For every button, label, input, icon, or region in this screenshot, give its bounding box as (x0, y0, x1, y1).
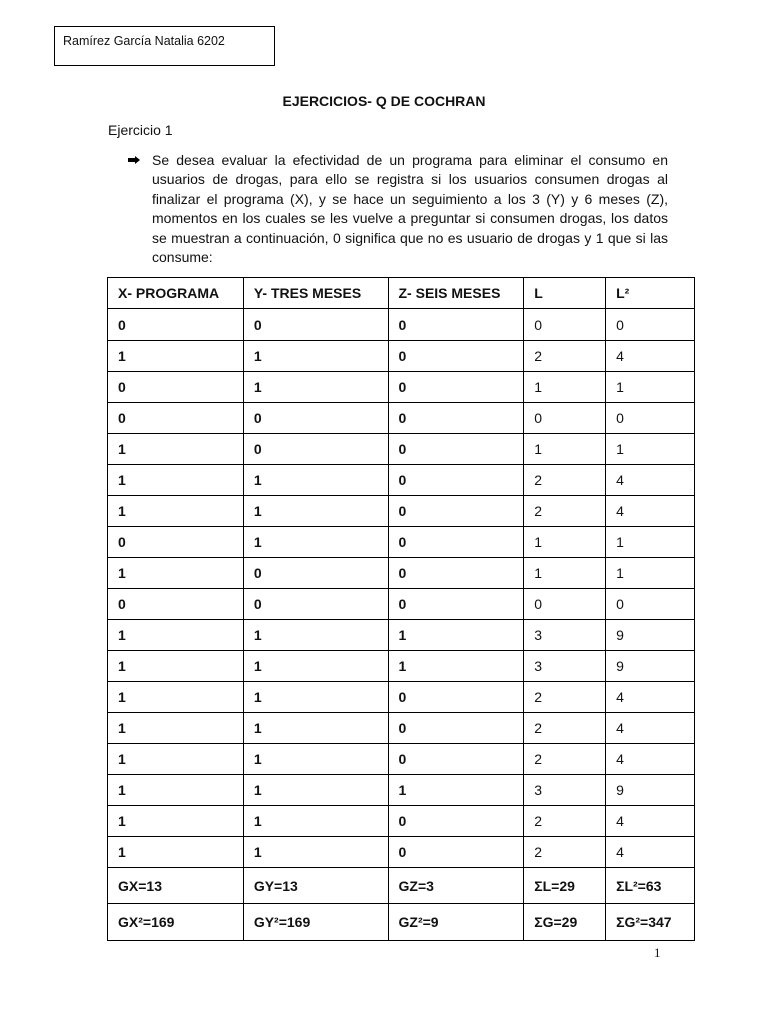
student-name-box: Ramírez García Natalia 6202 (54, 26, 275, 66)
table-header-row (108, 278, 695, 309)
table-row (108, 558, 695, 589)
table-cell: 0 (108, 309, 244, 341)
table-cell: 1 (108, 713, 244, 744)
table-cell: 3 (524, 775, 606, 806)
table-cell: 1 (243, 775, 388, 806)
table-cell: 0 (388, 837, 524, 868)
table-cell: 0 (243, 589, 388, 620)
sum-cell: GX=13 (108, 868, 244, 904)
table-cell: 1 (606, 527, 695, 558)
header-x-programa: X- PROGRAMA (108, 278, 244, 309)
table-cell: 1 (606, 372, 695, 403)
table-cell: 1 (243, 837, 388, 868)
table-row (108, 434, 695, 465)
table-cell: 2 (524, 713, 606, 744)
table-row (108, 744, 695, 775)
table-row (108, 309, 695, 341)
table-cell: 1 (243, 372, 388, 403)
table-cell: 1 (108, 682, 244, 713)
sum-cell: GZ=3 (388, 868, 524, 904)
table-cell: 0 (108, 527, 244, 558)
table-row (108, 837, 695, 868)
table-cell: 1 (243, 806, 388, 837)
table-cell: 0 (388, 341, 524, 372)
table-cell: 4 (606, 682, 695, 713)
header-z-seis-meses: Z- SEIS MESES (388, 278, 524, 309)
square-cell: GZ²=9 (388, 904, 524, 941)
sums-row (108, 868, 695, 904)
table-cell: 1 (108, 341, 244, 372)
table-cell: 4 (606, 496, 695, 527)
table-body (108, 309, 695, 868)
table-cell: 1 (108, 558, 244, 589)
table-cell: 0 (524, 589, 606, 620)
table-cell: 1 (108, 496, 244, 527)
table-cell: 0 (388, 713, 524, 744)
table-row (108, 465, 695, 496)
table-row (108, 775, 695, 806)
document-title: EJERCICIOS- Q DE COCHRAN (282, 93, 486, 109)
table-cell: 0 (108, 589, 244, 620)
table-cell: 0 (108, 372, 244, 403)
square-cell: ΣG=29 (524, 904, 606, 941)
table-cell: 1 (388, 651, 524, 682)
table-cell: 2 (524, 682, 606, 713)
table-cell: 4 (606, 465, 695, 496)
table-cell: 1 (524, 558, 606, 589)
table-cell: 1 (108, 434, 244, 465)
table-cell: 2 (524, 806, 606, 837)
table-cell: 1 (524, 527, 606, 558)
square-cell: GY²=169 (243, 904, 388, 941)
table-cell: 0 (388, 403, 524, 434)
table-cell: 2 (524, 465, 606, 496)
table-cell: 1 (524, 434, 606, 465)
sum-cell: ΣL²=63 (606, 868, 695, 904)
table-cell: 0 (388, 682, 524, 713)
exercise-statement (128, 151, 668, 267)
table-cell: 1 (243, 496, 388, 527)
table-cell: 0 (388, 806, 524, 837)
table-row (108, 682, 695, 713)
table-row (108, 403, 695, 434)
exercise-heading: Ejercicio 1 (108, 122, 173, 138)
table-cell: 0 (388, 372, 524, 403)
table-cell: 1 (606, 558, 695, 589)
table-row (108, 620, 695, 651)
table-cell: 1 (108, 775, 244, 806)
table-cell: 1 (108, 744, 244, 775)
table-cell: 2 (524, 496, 606, 527)
header-l: L (524, 278, 606, 309)
square-cell: GX²=169 (108, 904, 244, 941)
table-cell: 1 (243, 341, 388, 372)
cochran-data-table (107, 277, 695, 941)
square-cell: ΣG²=347 (606, 904, 695, 941)
table-cell: 1 (388, 620, 524, 651)
sum-cell: ΣL=29 (524, 868, 606, 904)
table-cell: 0 (243, 434, 388, 465)
table-cell: 0 (243, 558, 388, 589)
table-cell: 0 (524, 309, 606, 341)
table-cell: 1 (108, 837, 244, 868)
table-cell: 3 (524, 651, 606, 682)
table-row (108, 372, 695, 403)
table-cell: 0 (388, 434, 524, 465)
table-cell: 0 (388, 558, 524, 589)
table-cell: 1 (108, 651, 244, 682)
table-cell: 1 (243, 651, 388, 682)
table-cell: 1 (108, 806, 244, 837)
table-cell: 0 (606, 589, 695, 620)
table-cell: 4 (606, 744, 695, 775)
table-cell: 0 (388, 465, 524, 496)
table-cell: 0 (243, 309, 388, 341)
table-row (108, 496, 695, 527)
table-cell: 4 (606, 341, 695, 372)
table-cell: 9 (606, 775, 695, 806)
pointing-hand-icon (128, 153, 140, 168)
table-cell: 0 (606, 309, 695, 341)
table-cell: 0 (388, 309, 524, 341)
squares-row (108, 904, 695, 941)
table-cell: 0 (606, 403, 695, 434)
table-cell: 1 (606, 434, 695, 465)
table-cell: 1 (243, 527, 388, 558)
table-cell: 2 (524, 837, 606, 868)
table-cell: 4 (606, 837, 695, 868)
header-y-tres-meses: Y- TRES MESES (243, 278, 388, 309)
header-l-squared: L² (606, 278, 695, 309)
table-cell: 3 (524, 620, 606, 651)
exercise-paragraph: Se desea evaluar la efectividad de un programa para eliminar el consumo en usuarios de drogas, para ello se registra si los usuarios consumen drogas al finalizar el programa (X), y se hace un seguimiento a los 3 (Y) y 6 meses (Z), momentos en los cuales se les vuelve a preguntar si consumen drogas, los datos se muestran a continuación, 0 significa que no es usuario de drogas y 1 que si las consume: (152, 152, 668, 266)
table-row (108, 589, 695, 620)
table-cell: 0 (388, 744, 524, 775)
table-cell: 1 (243, 682, 388, 713)
table-row (108, 713, 695, 744)
table-cell: 0 (108, 403, 244, 434)
table-row (108, 651, 695, 682)
table-cell: 4 (606, 713, 695, 744)
table-cell: 0 (388, 589, 524, 620)
table-cell: 0 (524, 403, 606, 434)
table-cell: 0 (243, 403, 388, 434)
table-cell: 2 (524, 744, 606, 775)
table-cell: 1 (243, 620, 388, 651)
table-cell: 1 (243, 713, 388, 744)
table-row (108, 341, 695, 372)
table-cell: 9 (606, 620, 695, 651)
table-cell: 1 (524, 372, 606, 403)
table-row (108, 806, 695, 837)
table-cell: 0 (388, 527, 524, 558)
sum-cell: GY=13 (243, 868, 388, 904)
table-cell: 1 (243, 744, 388, 775)
table-cell: 0 (388, 496, 524, 527)
table-row (108, 527, 695, 558)
table-cell: 4 (606, 806, 695, 837)
table-cell: 2 (524, 341, 606, 372)
table-cell: 1 (108, 620, 244, 651)
table-cell: 1 (243, 465, 388, 496)
table-cell: 9 (606, 651, 695, 682)
page-number: 1 (654, 945, 661, 960)
table-cell: 1 (108, 465, 244, 496)
table-cell: 1 (388, 775, 524, 806)
